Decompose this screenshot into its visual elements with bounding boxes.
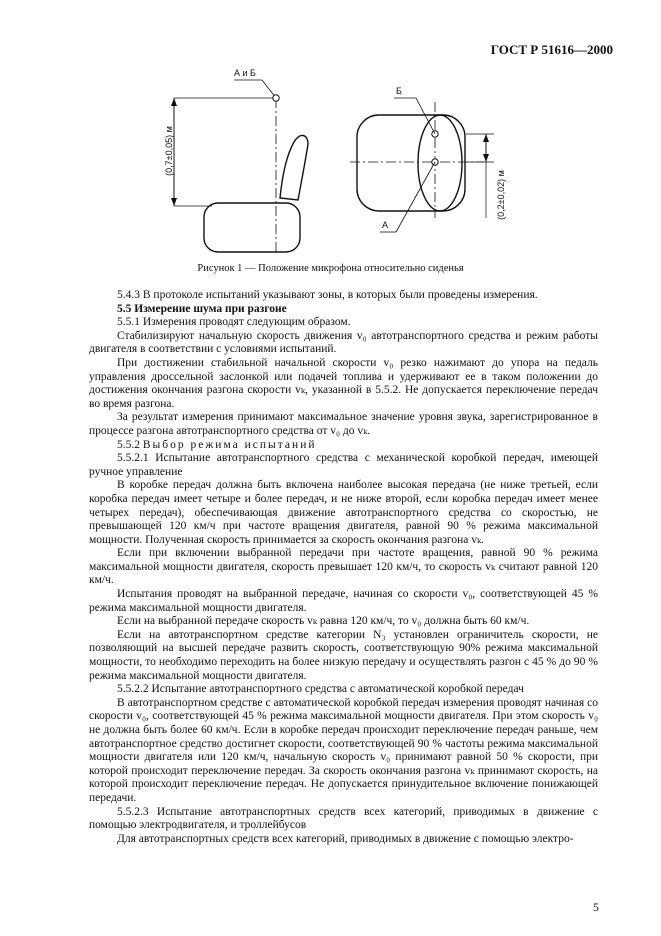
label-a-and-b: А и Б <box>234 68 256 78</box>
dimension-offset-label: (0,2±0,02) м <box>496 170 506 220</box>
section-heading-5-5: 5.5 Измерение шума при разгоне <box>117 302 287 315</box>
paragraph: Стабилизируют начальную скорость движения v₀ автотранспортного средства и режим работы двигателя в соответствии с условиями испытаний. <box>89 329 598 356</box>
paragraph-5-4-3: 5.4.3 В протоколе испытаний указывают зоны, в которых были проведены измерения. <box>117 289 538 301</box>
document-body <box>89 289 598 846</box>
paragraph: Если на автотранспортном средстве категории N₃ установлен ограничитель скорости, не позволяющий на высшей передаче развить скорость, соответствующую 90% режима максимальной мощности, то необходимо переходить на более низкую передачу и осуществлять разгон с 45 % до 90 % режима максимальной мощности двигателя. <box>89 628 598 682</box>
subsection-number: 5.5.2 <box>117 438 140 451</box>
figure-caption: Рисунок 1 — Положение микрофона относительно сиденья <box>197 263 464 274</box>
paragraph: За результат измерения принимают максимальное значение уровня звука, зарегистрированное в процессе разгона автотранспортного средства от v₀ до vₖ. <box>89 411 598 437</box>
paragraph-5-5-2-1: 5.5.2.1 Испытание автотранспортного средства с механической коробкой передач, имеющей ручное управление <box>89 452 598 478</box>
paragraph-5-5-2-2: 5.5.2.2 Испытание автотранспортного средства с автоматической коробкой передач <box>117 683 524 696</box>
paragraph: В автотранспортном средстве с автоматической коробкой передач измерения проводят начиная со скорости v₀, соответствующей 45 % режима максимальной мощности двигателя. При этом скорость v₀ не должна быть более 60 км/ч. Если в коробке передач происходит переключение передач раньше, чем автотранспортное средство достигнет скорости, соответствующей 90 % частоты режима максимальной мощности двигателя или 120 км/ч, начальную скорость v₀ принимают равной 50 % скорости, при которой происходит переключение передач. За скорость окончания разгона vₖ принимают скорость, на которой происходит переключение передач. Не допускается принудительное включение понижающей передачи. <box>89 696 598 804</box>
paragraph: При достижении стабильной начальной скорости v₀ резко нажимают до упора на педаль управления дроссельной заслонкой или подачей топлива и удерживают ее в таком положении до достижения окончания разгона скорости vₖ, указанной в 5.5.2. Не допускается переключение передач во время разгона. <box>89 356 598 410</box>
subsection-title: Выбор режима испытаний <box>142 438 317 451</box>
label-b: Б <box>396 86 402 96</box>
paragraph: Если на выбранной передаче скорость vₖ равна 120 км/ч, то v₀ должна быть 60 км/ч. <box>117 615 530 628</box>
figure-microphone-position <box>150 58 530 266</box>
paragraph: В коробке передач должна быть включена наиболее высокая передача (не ниже третьей, если коробка передач имеет четыре и более передач, и не ниже второй, если коробка передач имеет менее четырех передач), обеспечивающая движение автотранспортного средства со скоростью, не превышающей 120 км/ч при частоте вращения двигателя, равной 90 % режима максимальной мощности. Полученная скорость принимается за скорость окончания разгона vₖ. <box>89 479 598 546</box>
label-a: А <box>382 220 389 230</box>
dimension-height-label: (0,7±0,05) м <box>164 126 174 176</box>
paragraph: Для автотранспортных средств всех категорий, приводимых в движение с помощью электро- <box>117 832 574 845</box>
page-number: 5 <box>593 902 599 914</box>
paragraph-5-5-2-3: 5.5.2.3 Испытание автотранспортных средств всех категорий, приводимых в движение с помощью электродвигателя, и троллейбусов <box>89 805 598 832</box>
figure-drawing <box>150 58 530 266</box>
document-standard-header: ГОСТ Р 51616—2000 <box>490 42 613 57</box>
paragraph: Если при включении выбранной передачи при частоте вращения, равной 90 % режима максимальной мощности двигателя, скорость превышает 120 км/ч, то скорость vₖ считают равной 120 км/ч. <box>89 547 598 587</box>
paragraph-5-5-1: 5.5.1 Измерения проводят следующим образом. <box>117 316 351 329</box>
subsection-heading-5-5-2 <box>89 439 598 453</box>
paragraph: Испытания проводят на выбранной передаче, начиная со скорости v₀, соответствующей 45 % режима максимальной мощности двигателя. <box>89 588 598 614</box>
